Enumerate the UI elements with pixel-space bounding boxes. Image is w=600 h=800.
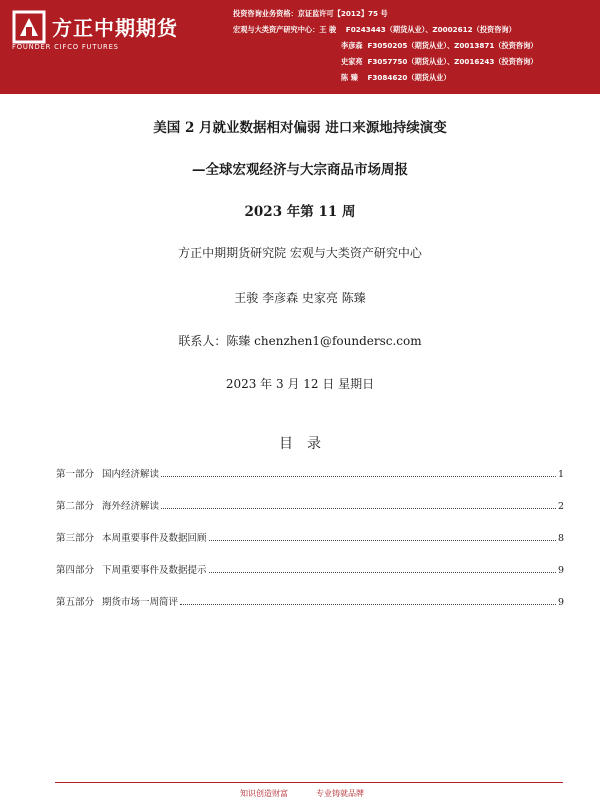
- toc-part: 第三部分: [56, 533, 95, 544]
- analyst-row: [341, 57, 538, 67]
- footer-divider: [55, 782, 563, 783]
- toc-text: 下周重要事件及数据提示: [102, 565, 207, 576]
- report-subtitle: —全球宏观经济与大宗商品市场周报: [192, 162, 408, 178]
- header-banner: [0, 0, 600, 94]
- institution: 方正中期期货研究院 宏观与大类资产研究中心: [178, 246, 422, 260]
- report-date: 2023 年 3 月 12 日 星期日: [225, 377, 375, 391]
- report-title: 美国 2 月就业数据相对偏弱 进口来源地持续演变: [153, 120, 447, 136]
- toc-text: 本周重要事件及数据回顾: [102, 533, 207, 544]
- toc-heading: 目录: [279, 436, 335, 452]
- toc-text: 期货市场一周简评: [102, 597, 179, 608]
- analyst-name: 李彦森: [341, 41, 363, 50]
- analyst-name: 王 骏: [319, 25, 337, 34]
- slogan-left: 知识创造财富: [240, 789, 288, 798]
- toc-text: 国内经济解读: [102, 469, 160, 480]
- toc-item[interactable]: [56, 594, 564, 608]
- analyst-ids: F3050205（期货从业）、Z0013871（投资咨询）: [367, 41, 538, 50]
- toc-leader: [209, 539, 556, 541]
- analyst-ids: F0243443（期货从业）、Z0002612（投资咨询）: [345, 25, 516, 34]
- toc-text: 海外经济解读: [102, 501, 160, 512]
- company-logo: [12, 10, 202, 50]
- logo-name: 方正中期期货: [52, 16, 178, 40]
- toc-part: 第二部分: [56, 501, 95, 512]
- toc-leader: [209, 571, 556, 573]
- team-prefix: 宏观与大类资产研究中心：: [233, 25, 320, 34]
- toc-item[interactable]: [56, 498, 564, 512]
- toc-leader: [161, 507, 556, 509]
- footer-slogan: [240, 788, 364, 799]
- analyst-row: [341, 73, 451, 83]
- toc-part: 第四部分: [56, 565, 95, 576]
- toc-page: 9: [557, 565, 564, 576]
- authors: 王骏 李彦森 史家亮 陈臻: [234, 291, 366, 305]
- slogan-right: 专业铸就品牌: [316, 789, 364, 798]
- toc-item[interactable]: [56, 530, 564, 544]
- toc-part: 第一部分: [56, 469, 95, 480]
- analyst-row: [233, 25, 516, 35]
- analyst-ids: F3057750（期货从业）、Z0016243（投资咨询）: [367, 57, 538, 66]
- toc-page: 1: [557, 469, 564, 480]
- analyst-name: 史家亮: [341, 57, 363, 66]
- logo-mark-icon: [12, 10, 46, 44]
- analyst-name: 陈 臻: [341, 73, 358, 82]
- toc-item[interactable]: [56, 466, 564, 480]
- report-issue: 2023 年第 11 周: [244, 204, 356, 220]
- toc-page: 8: [557, 533, 564, 544]
- toc-page: 9: [557, 597, 564, 608]
- toc-page: 2: [557, 501, 564, 512]
- toc-leader: [180, 603, 556, 605]
- toc-part: 第五部分: [56, 597, 95, 608]
- analyst-row: [341, 41, 538, 51]
- logo-english-name: FOUNDER CIFCO FUTURES: [12, 43, 119, 51]
- toc-leader: [161, 475, 556, 477]
- qualification-text: 投资咨询业务资格：京证监许可【2012】75 号: [233, 9, 388, 18]
- contact-line: 联系人：陈臻 chenzhen1@foundersc.com: [178, 334, 422, 348]
- analyst-ids: F3084620（期货从业）: [367, 73, 451, 82]
- toc-item[interactable]: [56, 562, 564, 576]
